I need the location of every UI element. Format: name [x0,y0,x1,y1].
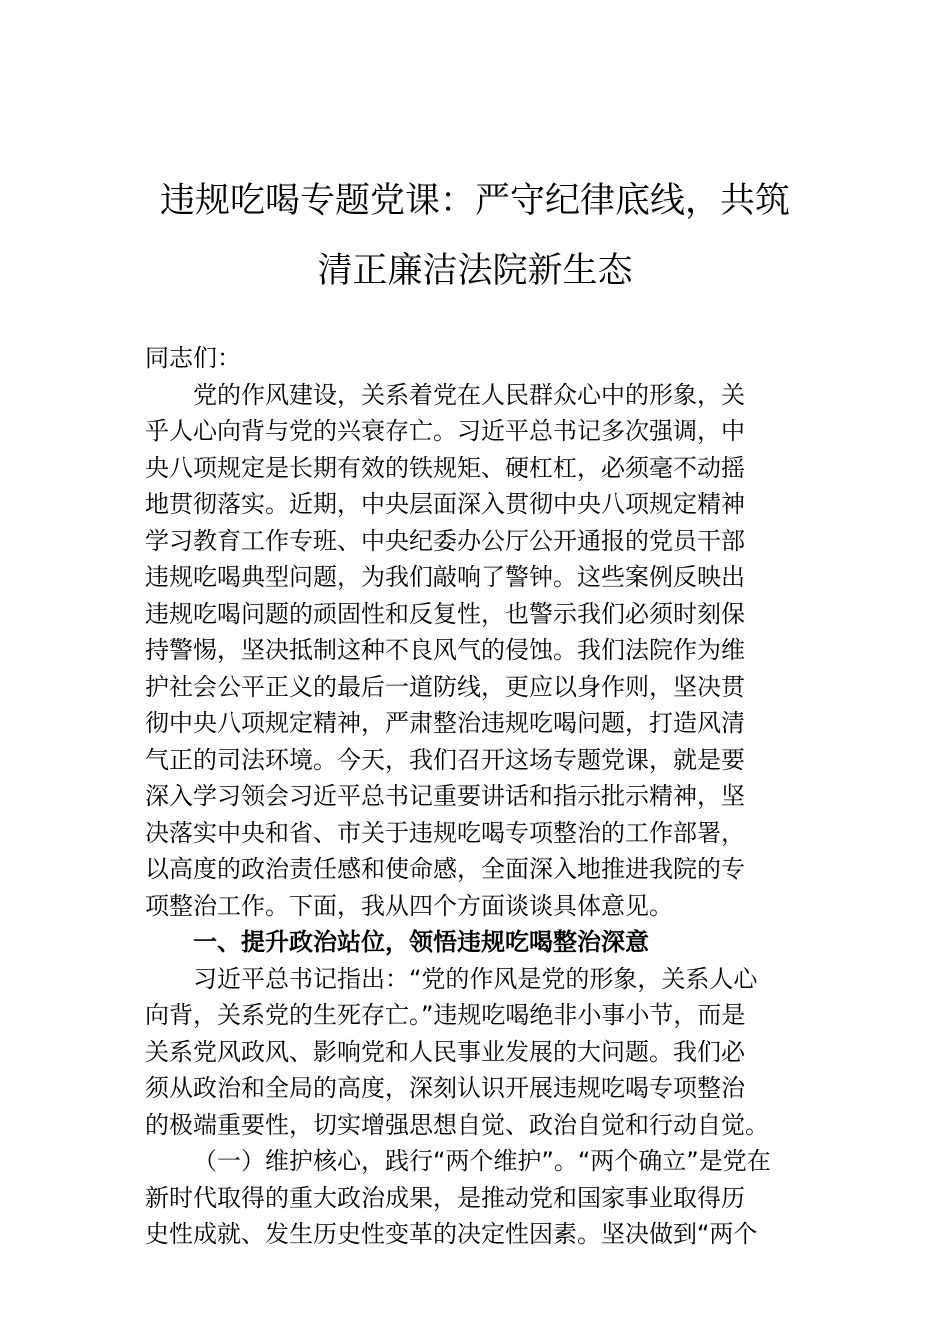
paragraph-line: 违规吃喝典型问题，为我们敲响了警钟。这些案例反映出 [145,563,745,591]
paragraph-line: 学习教育工作专班、中央纪委办公厅公开通报的党员干部 [145,526,745,555]
paragraph-line: 史性成就、发生历史性变革的决定性因素。坚决做到“两个 [145,1220,758,1248]
document-title-line-1: 违规吃喝专题党课：严守纪律底线，共筑 [159,181,790,221]
paragraph-line: 关系党风政风、影响党和人民事业发展的大问题。我们必 [145,1037,745,1066]
paragraph-line: 央八项规定是长期有效的铁规矩、硬杠杠，必须毫不动摇 [145,453,745,482]
paragraph-line: 决落实中央和省、市关于违规吃喝专项整治的工作部署， [145,818,745,847]
paragraph-line: 以高度的政治责任感和使命感，全面深入地推进我院的专 [145,855,745,883]
paragraph-line: 乎人心向背与党的兴衰存亡。习近平总书记多次强调，中 [145,417,745,445]
paragraph-line: 持警惕，坚决抵制这种不良风气的侵蚀。我们法院作为维 [145,636,745,664]
document-body [145,340,815,1253]
paragraph-line: 护社会公平正义的最后一道防线，更应以身作则，坚决贯 [145,672,745,701]
subsection-line: （一）维护核心，践行“两个维护”。“两个确立”是党在 [193,1147,771,1175]
paragraph-line: 项整治工作。下面，我从四个方面谈谈具体意见。 [145,891,673,920]
paragraph-line: 彻中央八项规定精神，严肃整治违规吃喝问题，打造风清 [145,709,745,737]
salutation: 同志们： [145,344,241,372]
paragraph-line: 须从政治和全局的高度，深刻认识开展违规吃喝专项整治 [145,1074,745,1102]
paragraph-line: 向背，关系党的生死存亡。”违规吃喝绝非小事小节，而是 [145,1001,746,1029]
paragraph-line: 党的作风建设，关系着党在人民群众心中的形象，关 [193,380,745,409]
section-heading: 一、提升政治站位，领悟违规吃喝整治深意 [193,928,649,956]
paragraph-line: 新时代取得的重大政治成果，是推动党和国家事业取得历 [145,1183,745,1212]
document-title-line-2: 清正廉洁法院新生态 [317,251,633,291]
paragraph-line: 习近平总书记指出：“党的作风是党的形象，关系人心 [193,964,758,993]
paragraph-line: 的极端重要性，切实增强思想自觉、政治自觉和行动自觉。 [145,1110,769,1139]
paragraph-line: 深入学习领会习近平总书记重要讲话和指示批示精神，坚 [145,782,745,810]
paragraph-line: 违规吃喝问题的顽固性和反复性，也警示我们必须时刻保 [145,599,745,628]
paragraph-line: 地贯彻落实。近期，中央层面深入贯彻中央八项规定精神 [145,490,745,518]
paragraph-line: 气正的司法环境。今天，我们召开这场专题党课，就是要 [145,745,745,774]
